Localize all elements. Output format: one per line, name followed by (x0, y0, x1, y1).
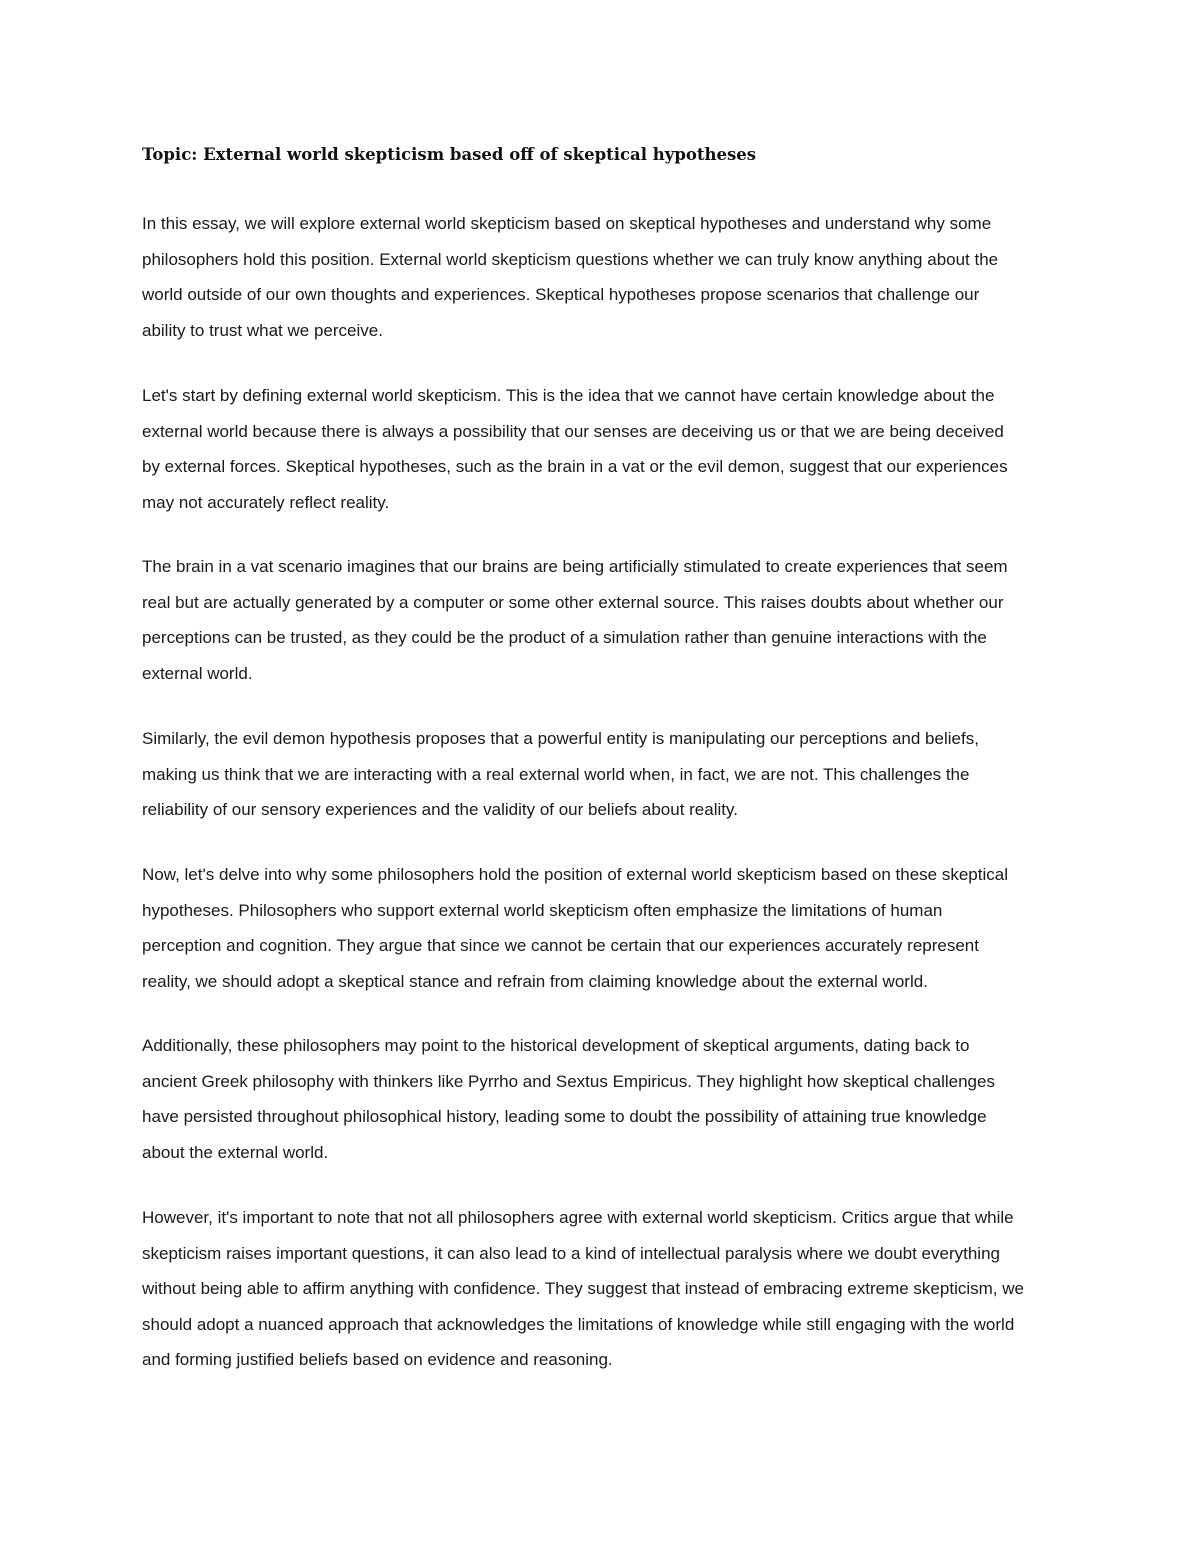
text-line: Now, let's delve into why some philosophers hold the position of external world skepticism based on these skeptical (142, 865, 1008, 884)
paragraph-introduction (142, 206, 1072, 348)
document-title: Topic: External world skepticism based off of skeptical hypotheses (142, 145, 757, 164)
text-line: about the external world. (142, 1142, 329, 1162)
text-line: skepticism raises important questions, it can also lead to a kind of intellectual paralysis where we doubt everything (142, 1243, 1000, 1263)
text-line: and forming justified beliefs based on evidence and reasoning. (142, 1350, 613, 1369)
text-line: The brain in a vat scenario imagines that our brains are being artificially stimulated to create experiences that seem (142, 557, 1008, 576)
paragraph-historical-development (142, 1028, 1072, 1170)
text-line: without being able to affirm anything with confidence. They suggest that instead of embracing extreme skepticism, we (142, 1279, 1024, 1298)
text-line: ability to trust what we perceive. (142, 320, 383, 340)
text-line: may not accurately reflect reality. (142, 492, 390, 512)
text-line: hypotheses. Philosophers who support external world skepticism often emphasize the limitations of human (142, 900, 943, 920)
text-line: Similarly, the evil demon hypothesis proposes that a powerful entity is manipulating our perceptions and beliefs, (142, 729, 979, 748)
paragraph-philosophers-position (142, 857, 1072, 999)
text-line: philosophers hold this position. External world skepticism questions whether we can truly know anything about the (142, 249, 999, 269)
text-line: In this essay, we will explore external world skepticism based on skeptical hypotheses and understand why some (142, 214, 992, 233)
text-line: real but are actually generated by a computer or some other external source. This raises doubts about whether our (142, 592, 1004, 612)
paragraph-evil-demon (142, 721, 1072, 828)
text-line: have persisted throughout philosophical history, leading some to doubt the possibility of attaining true knowledge (142, 1107, 987, 1126)
text-line: Let's start by defining external world skepticism. This is the idea that we cannot have certain knowledge about the (142, 386, 995, 405)
paragraph-brain-in-vat (142, 549, 1072, 691)
text-line: perception and cognition. They argue that since we cannot be certain that our experiences accurately represent (142, 936, 979, 955)
text-line: However, it's important to note that not all philosophers agree with external world skepticism. Critics argue that while (142, 1208, 1014, 1227)
text-line: reliability of our sensory experiences and the validity of our beliefs about reality. (142, 800, 738, 819)
text-line: external world because there is always a possibility that our senses are deceiving us or that we are being deceived (142, 421, 1004, 441)
text-line: perceptions can be trusted, as they could be the product of a simulation rather than genuine interactions with the (142, 628, 987, 647)
text-line: ancient Greek philosophy with thinkers like Pyrrho and Sextus Empiricus. They highlight how skeptical challenges (142, 1071, 995, 1091)
paragraph-critics (142, 1200, 1072, 1378)
text-line: Additionally, these philosophers may point to the historical development of skeptical arguments, dating back to (142, 1036, 970, 1055)
text-line: should adopt a nuanced approach that acknowledges the limitations of knowledge while still engaging with the world (142, 1314, 1015, 1334)
text-line: by external forces. Skeptical hypotheses, such as the brain in a vat or the evil demon, suggest that our experiences (142, 457, 1008, 476)
text-line: reality, we should adopt a skeptical stance and refrain from claiming knowledge about the external world. (142, 971, 928, 991)
paragraph-definition (142, 378, 1072, 520)
text-line: making us think that we are interacting with a real external world when, in fact, we are not. This challenges the (142, 764, 970, 784)
text-line: external world. (142, 663, 253, 683)
text-line: world outside of our own thoughts and experiences. Skeptical hypotheses propose scenarios that challenge our (142, 285, 980, 304)
